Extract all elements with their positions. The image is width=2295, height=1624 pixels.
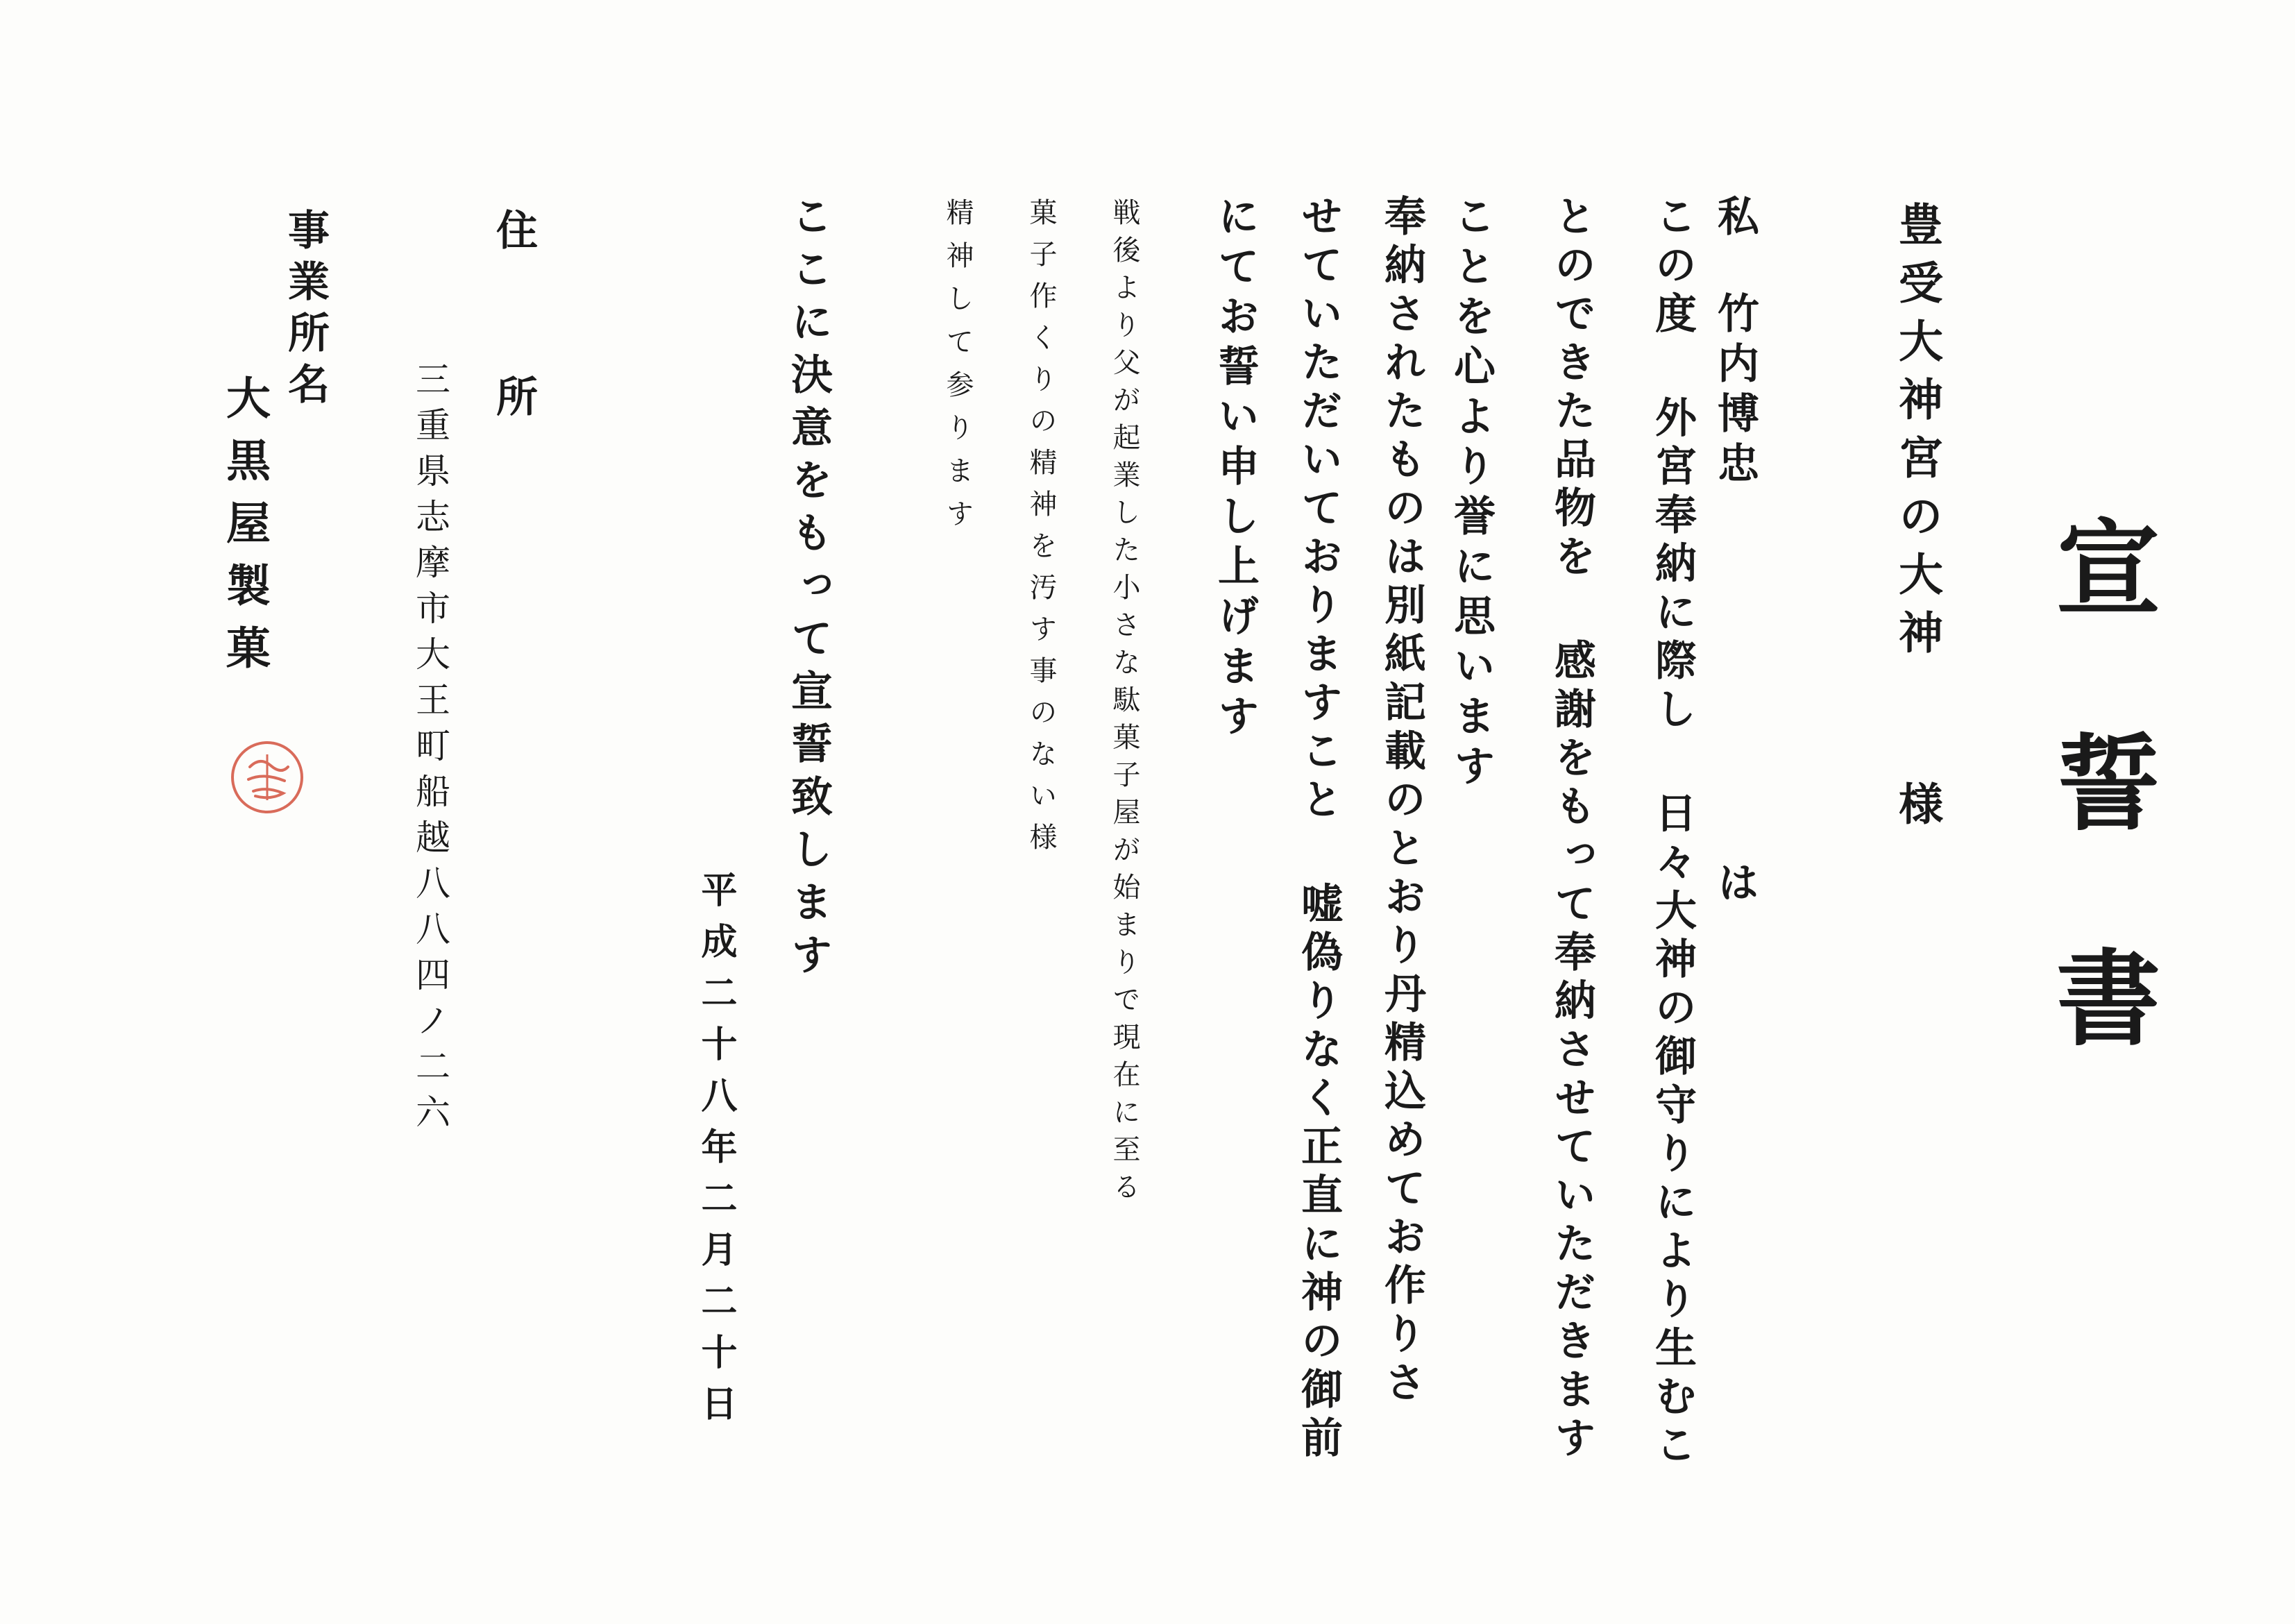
declarant-particle: は (1711, 861, 1759, 915)
body-line-4: 奉納されたものは別紙記載のとおり丹精込めてお作りさ (1378, 194, 1426, 1409)
declarant-name: 竹内博忠 (1711, 291, 1759, 491)
business-label: 事業所名 (281, 208, 330, 414)
business-name: 大黒屋製菓 (219, 375, 271, 687)
history-line-3: 精神して参ります (942, 198, 974, 542)
body-line-2: とのできた品物を 感謝をもって奉納させていただきます (1548, 194, 1596, 1464)
document-date: 平成二十八年二月二十日 (695, 871, 737, 1436)
body-line-6: にてお誓い申し上げます (1211, 194, 1260, 744)
body-line-5: せていただいておりますこと 嘘偽りなく正直に神の御前 (1294, 194, 1343, 1464)
addressee-honorific: 様 (1891, 781, 1943, 838)
document-title: 宣誓書 (2038, 514, 2160, 1159)
address-value: 三重県志摩市大王町船越八八四ノ二六 (410, 361, 450, 1140)
address-label-2: 所 (489, 375, 538, 429)
body-line-3: ことを心より誉に思います (1447, 194, 1496, 794)
body-line-1: この度 外宮奉納に際し 日々大神の御守りにより生むこ (1648, 194, 1697, 1471)
declaration: ここに決意をもって宣誓致します (784, 194, 833, 986)
declarant-pronoun: 私 (1711, 194, 1759, 248)
history-line-1: 戦後より父が起業した小さな駄菓子屋が始まりで現在に至る (1108, 198, 1140, 1210)
seal-stamp-icon (229, 739, 305, 815)
history-line-2: 菓子作くりの精神を汚す事のない様 (1025, 198, 1057, 864)
address-label-1: 住 (489, 208, 538, 262)
addressee-deity: 豊受大神宮の大神 (1891, 201, 1943, 668)
